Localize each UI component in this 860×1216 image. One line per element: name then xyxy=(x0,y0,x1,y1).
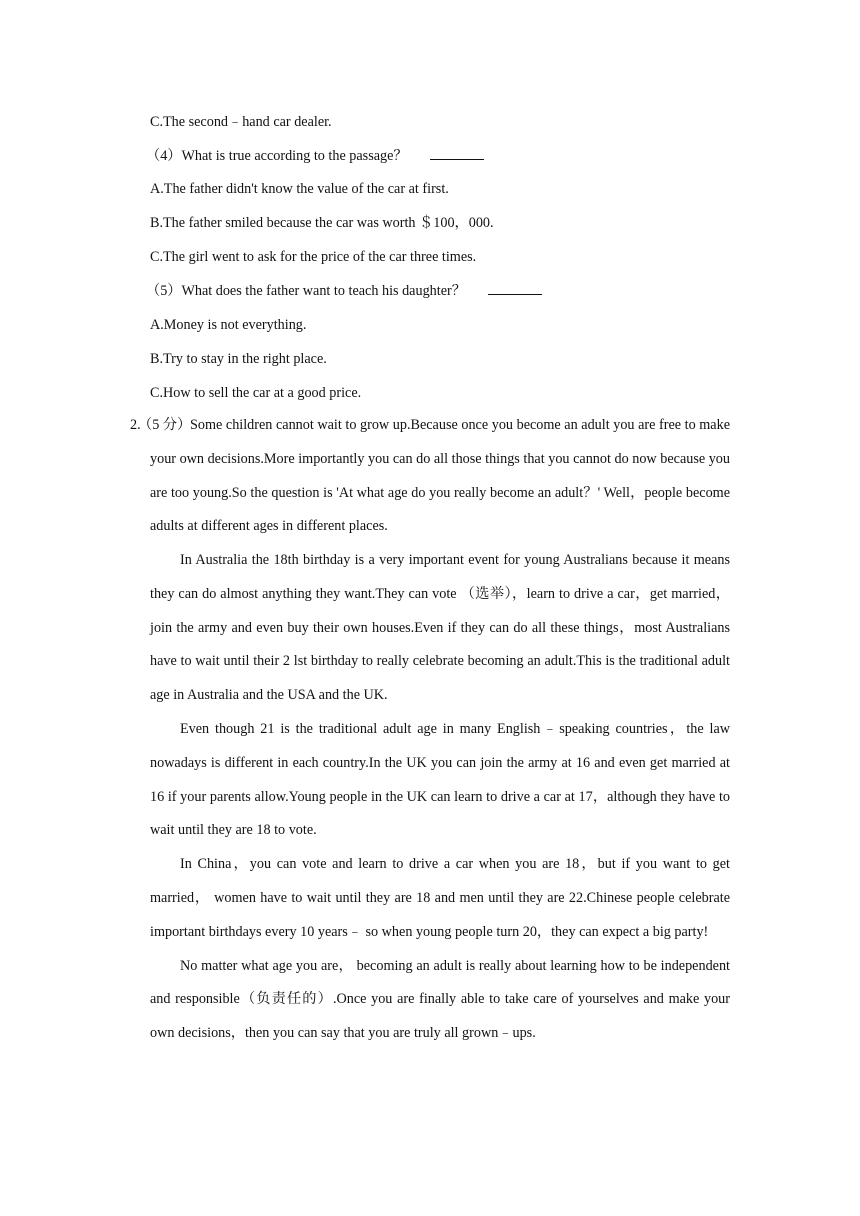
passage-paragraph: No matter what age you are， becoming an adult is really about learning how to be independent and responsible（负责任的）.Once you are finally able to take care of yourselves and make your own decisions，then you can say that you are truly all grown﹣ups. xyxy=(150,957,730,1042)
q1-5-option-a: A.Money is not everything. xyxy=(150,317,307,333)
q1-5-option-c: C.How to sell the car at a good price. xyxy=(150,385,362,401)
passage-paragraph: Even though 21 is the traditional adult age in many English﹣speaking countries，the law nowadays is different in each country.In the UK you can join the army at 16 and even get married at 16 if your parents allow.Young people in the UK can learn to drive a car at 17，although they have to wait until they are 18 to vote. xyxy=(150,720,730,839)
q1-4-option-c: C.The girl went to ask for the price of the car three times. xyxy=(150,249,477,265)
passage-paragraph: In China，you can vote and learn to drive a car when you are 18，but if you want to get married， women have to wait until they are 18 and men until they are 22.Chinese people celebrate important birthdays every 10 years﹣ so when young people turn 20，they can expect a big party! xyxy=(150,856,730,940)
q2-intro-text: Some children cannot wait to grow up.Because once you become an adult you are free to make your own decisions.More importantly you can do all those things that you cannot do now because you are too young.So the question is 'At what age do you really become an adult？' Well，people become adults at different ages in different places. xyxy=(150,417,730,535)
passage xyxy=(150,544,730,1051)
q1-5-stem xyxy=(146,281,542,301)
q1-4-stem xyxy=(146,146,484,166)
answer-blank[interactable] xyxy=(430,147,484,160)
answer-blank[interactable] xyxy=(488,282,542,295)
q1-4-option-a: A.The father didn't know the value of the car at first. xyxy=(150,181,449,197)
q1-5-option-b: B.Try to stay in the right place. xyxy=(150,351,327,367)
q2-intro xyxy=(130,409,730,544)
q1-option-3c: C.The second﹣hand car dealer. xyxy=(150,114,332,130)
passage-paragraph: In Australia the 18th birthday is a very important event for young Australians because it means they can do almost anything they want.They can vote （选举），learn to drive a car，get married，join the army and even buy their own houses.Even if they can do all these things，most Australians have to wait until their 2 lst birthday to really celebrate becoming an adult.This is the traditional adult age in Australia and the USA and the UK. xyxy=(150,552,730,704)
q1-5-stem-text: （5）What does the father want to teach his daughter？ xyxy=(146,283,466,299)
q1-4-option-b: B.The father smiled because the car was worth ＄100，000. xyxy=(150,215,494,231)
score-label: （5 分） xyxy=(138,417,192,433)
question-number: 2. xyxy=(130,417,141,433)
q1-4-stem-text: （4）What is true according to the passage？ xyxy=(146,148,408,164)
